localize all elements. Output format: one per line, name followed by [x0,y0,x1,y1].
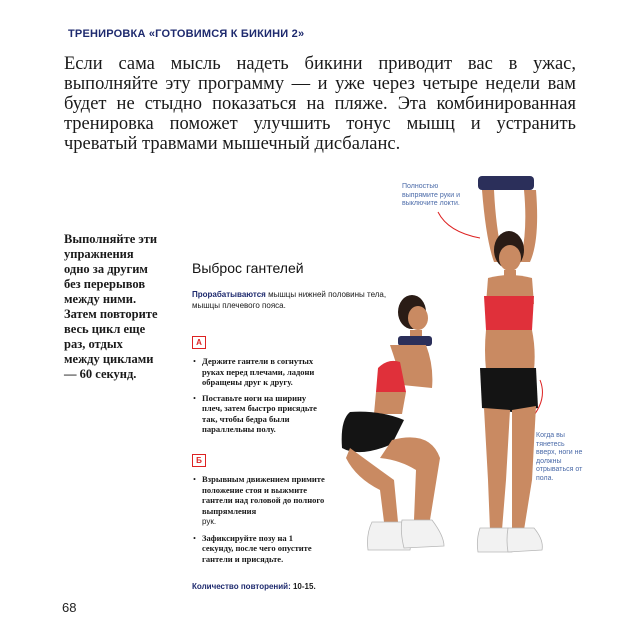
page-number: 68 [62,600,77,615]
dumbbell-icon [478,176,534,190]
repetitions [192,582,316,591]
exercise-title: Выброс гантелей [192,260,304,276]
step-a-item: • Поставьте ноги на ширину плеч, затем быстро присядьте так, чтобы бедра были параллельны полу. [202,393,326,435]
step-a [192,332,326,440]
muscles-label: Прорабатываются [192,290,266,299]
reps-label: Количество повторений: [192,582,291,591]
dumbbell-icon [398,336,432,346]
note-right: Когда вы тянетесь вверх, ноги не должны отрываться от пола. [536,432,583,482]
step-a-item: • Держите гантели в согнутых руках перед плечами, ладони обращены друг к другу. [202,356,326,388]
muscles-text: мышцы нижней половины тела, мышцы плечевого пояса. [192,290,387,310]
step-b-badge: Б [192,454,206,467]
standing-figure [477,176,542,552]
intro-paragraph: Если сама мысль надеть бикини приводит вас в ужас, выполняйте эту программу — и уже через четыре недели вам будет не стыдно показаться на пляже. Эта комбинированная тренировка поможет улучшить тонус мышц и устранить чреватый травмами мышечный дисбаланс. [64,54,576,154]
step-b-item-tail: рук. [202,517,217,526]
step-b-item-text: Взрывным движением примите положение стоя и выжмите гантели над головой до полного выпрямления [202,474,325,516]
sidebar-instructions: Выполняйте эти упражнения одно за другим без перерывов между ними. Затем повторите весь цикл еще раз, отдых между циклами — 60 секунд. [64,232,158,381]
note-top-arrow [438,212,480,238]
page-header: ТРЕНИРОВКА «ГОТОВИМСЯ К БИКИНИ 2» [68,28,305,40]
note-right-arrow [530,380,542,420]
reps-value: 10-15. [292,582,316,591]
squat-figure [342,295,444,550]
step-b [192,450,326,569]
step-b-item [202,474,326,528]
step-a-badge: А [192,336,206,349]
step-b-item: • Зафиксируйте позу на 1 секунду, после чего опустите гантели и присядьте. [202,533,326,565]
note-top: Полностью выпрямите руки и выключите локти. [402,183,460,207]
muscles-worked [192,289,392,311]
